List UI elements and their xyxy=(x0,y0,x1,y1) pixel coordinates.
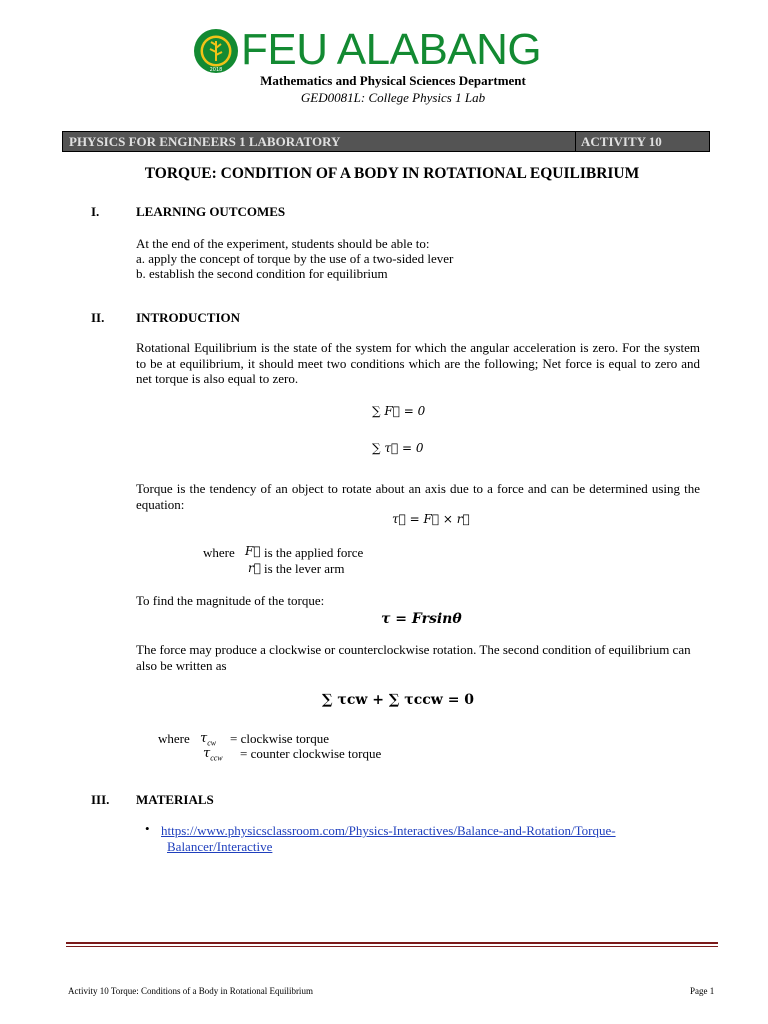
equation-torque-magnitude: τ = Frsinθ xyxy=(381,611,462,627)
section-heading: LEARNING OUTCOMES xyxy=(136,204,286,219)
rotation-paragraph: The force may produce a clockwise or counterclockwise rotation. The second condition of equilibrium can also be written as xyxy=(136,642,691,673)
section-heading: MATERIALS xyxy=(136,792,214,807)
outcome-item: b. establish the second condition for equilibrium xyxy=(136,266,388,281)
counterclockwise-torque-description: = counter clockwise torque xyxy=(240,746,382,761)
footer-divider xyxy=(66,942,718,944)
department-name: Mathematics and Physical Sciences Department xyxy=(260,73,526,88)
intro-paragraph: Rotational Equilibrium is the state of the system for which the angular acceleration is zero. For the system to be at equilibrium, it should meet two conditions which are the following; Net force is equal to zero and net torque is also equal to zero. xyxy=(136,340,700,386)
outcomes-intro: At the end of the experiment, students should be able to: xyxy=(136,236,430,251)
institution-name: FEU ALABANG xyxy=(241,25,542,74)
subscript-cw: cw xyxy=(207,738,217,748)
simulation-link-line1[interactable]: https://www.physicsclassroom.com/Physics-Interactives/Balance-and-Rotation/Torque- xyxy=(161,823,616,838)
materials-link[interactable] xyxy=(161,823,721,855)
where-label: where xyxy=(203,545,235,560)
svg-text:2018: 2018 xyxy=(209,67,223,73)
simulation-link-line2[interactable]: Balancer/Interactive xyxy=(167,839,273,854)
equation-net-torque: ∑ τ⃗ = 0 xyxy=(372,441,424,455)
equation-torque-vector: τ⃗ = F⃗ × r⃗ xyxy=(392,512,470,526)
activity-number: ACTIVITY 10 xyxy=(581,134,662,149)
equation-torque-balance xyxy=(322,692,474,708)
tau-symbol: τ xyxy=(203,746,211,761)
bullet-icon: • xyxy=(145,821,150,836)
footer-divider-thin xyxy=(66,946,718,947)
lever-arm-description: is the lever arm xyxy=(264,561,345,576)
where-label: where xyxy=(158,731,190,746)
lab-title: PHYSICS FOR ENGINEERS 1 LABORATORY xyxy=(63,132,576,151)
institution-logo xyxy=(193,26,603,76)
magnitude-paragraph: To find the magnitude of the torque: xyxy=(136,593,325,608)
equation-net-force: ∑ F⃗ = 0 xyxy=(372,404,426,418)
force-symbol: F⃗ xyxy=(245,544,261,558)
equation-text: ∑ τcw + ∑ τccw = 0 xyxy=(322,692,475,708)
page-title: TORQUE: CONDITION OF A BODY IN ROTATIONAL EQUILIBRIUM xyxy=(144,165,640,182)
tau-symbol: τ xyxy=(200,731,208,746)
lever-arm-symbol: r⃗ xyxy=(248,561,261,575)
clockwise-torque-description: = clockwise torque xyxy=(230,731,330,746)
subscript-ccw: ccw xyxy=(210,753,223,763)
counterclockwise-torque-symbol xyxy=(203,745,223,766)
course-code: GED0081L: College Physics 1 Lab xyxy=(300,90,486,105)
page-number: Page 1 xyxy=(690,986,715,996)
section-number: I. xyxy=(91,204,100,219)
section-number: III. xyxy=(91,792,110,807)
force-description: is the applied force xyxy=(264,545,364,560)
section-number: II. xyxy=(91,310,105,325)
outcome-item: a. apply the concept of torque by the use of a two-sided lever xyxy=(136,251,454,266)
activity-title-bar xyxy=(62,131,710,152)
section-heading: INTRODUCTION xyxy=(136,310,241,325)
footer-title: Activity 10 Torque: Conditions of a Body in Rotational Equilibrium xyxy=(68,986,313,996)
university-seal-icon xyxy=(193,28,239,74)
torque-paragraph: Torque is the tendency of an object to rotate about an axis due to a force and can be determined using the equation: xyxy=(136,481,700,512)
